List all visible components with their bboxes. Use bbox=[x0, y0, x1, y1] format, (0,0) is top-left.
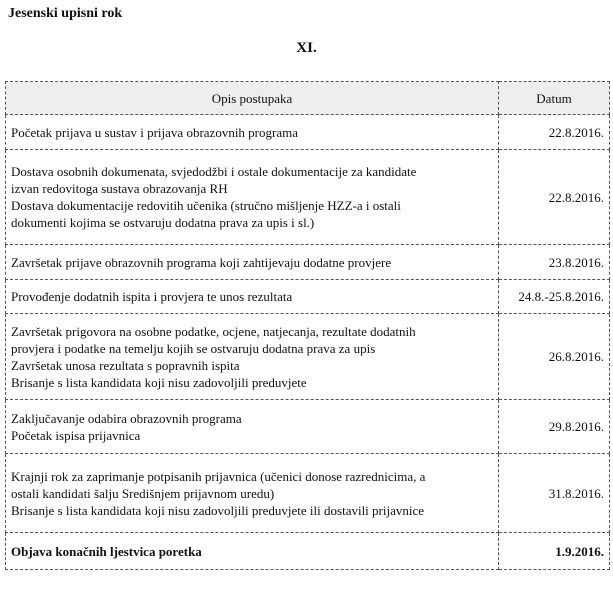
description-line: Brisanje s lista kandidata koji nisu zadovoljili preduvjete ili dostavili prijavnice bbox=[11, 502, 425, 518]
header-description: Opis postupaka bbox=[6, 82, 499, 115]
description-line: Početak prijava u sustav i prijava obrazovnih programa bbox=[11, 124, 298, 140]
description-line: dokumenti kojima se ostvaruju dodatna prava za upis i sl.) bbox=[11, 215, 315, 230]
description-line: Zaključavanje odabira obrazovnih programa bbox=[11, 410, 242, 426]
description-line: Završetak unosa rezultata s popravnih ispita bbox=[11, 357, 240, 373]
table-row bbox=[6, 400, 610, 454]
description-cell bbox=[6, 245, 499, 280]
date-cell: 1.9.2016. bbox=[499, 533, 610, 570]
description-line: Provođenje dodatnih ispita i provjera te unos rezultata bbox=[11, 289, 293, 304]
date-cell: 24.8.-25.8.2016. bbox=[499, 280, 610, 314]
table-row bbox=[6, 115, 610, 150]
date-cell: 23.8.2016. bbox=[499, 245, 610, 280]
table-row bbox=[6, 454, 610, 533]
date-cell: 26.8.2016. bbox=[499, 314, 610, 400]
description-cell bbox=[6, 400, 499, 454]
description-line: Završetak prijave obrazovnih programa koji zahtijevaju dodatne provjere bbox=[11, 254, 392, 270]
schedule-table bbox=[5, 81, 610, 570]
description-cell bbox=[6, 115, 499, 150]
description-line: Objava konačnih ljestvica poretka bbox=[11, 543, 202, 559]
description-line: Brisanje s lista kandidata koji nisu zadovoljili preduvjete bbox=[11, 374, 307, 390]
description-line: ostali kandidati šalju Središnjem prijavnom uredu) bbox=[11, 485, 275, 501]
table-header-row bbox=[6, 82, 610, 115]
table-row bbox=[6, 280, 610, 314]
description-cell bbox=[6, 454, 499, 533]
description-cell bbox=[6, 314, 499, 400]
description-line: Dostava dokumentacije redovitih učenika (stručno mišljenje HZZ-a i ostali bbox=[11, 198, 401, 213]
description-line: Krajnji rok za zaprimanje potpisanih prijavnica (učenici donose razrednicima, a bbox=[11, 468, 426, 484]
date-cell: 22.8.2016. bbox=[499, 115, 610, 150]
description-line: provjera i podatke na temelju kojih se ostvaruju dodatna prava za upis bbox=[11, 340, 376, 356]
description-line: Završetak prigovora na osobne podatke, ocjene, natjecanja, rezultate dodatnih bbox=[11, 323, 416, 339]
table-row-final bbox=[6, 533, 610, 570]
table-row bbox=[6, 314, 610, 400]
description-cell bbox=[6, 150, 499, 245]
date-cell: 29.8.2016. bbox=[499, 400, 610, 454]
description-line: Početak ispisa prijavnica bbox=[11, 427, 141, 443]
description-line: izvan redovitoga sustava obrazovanja RH bbox=[11, 181, 228, 196]
table-row bbox=[6, 150, 610, 245]
table-row bbox=[6, 245, 610, 280]
description-line: Dostava osobnih dokumenata, svjedodžbi i ostale dokumentacije za kandidate bbox=[11, 164, 417, 179]
description-cell bbox=[6, 533, 499, 570]
section-number: XI. bbox=[296, 40, 317, 56]
description-cell bbox=[6, 280, 499, 314]
document-title: Jesenski upisni rok bbox=[8, 6, 123, 21]
date-cell: 31.8.2016. bbox=[499, 454, 610, 533]
header-date: Datum bbox=[499, 82, 610, 115]
date-cell: 22.8.2016. bbox=[499, 150, 610, 245]
